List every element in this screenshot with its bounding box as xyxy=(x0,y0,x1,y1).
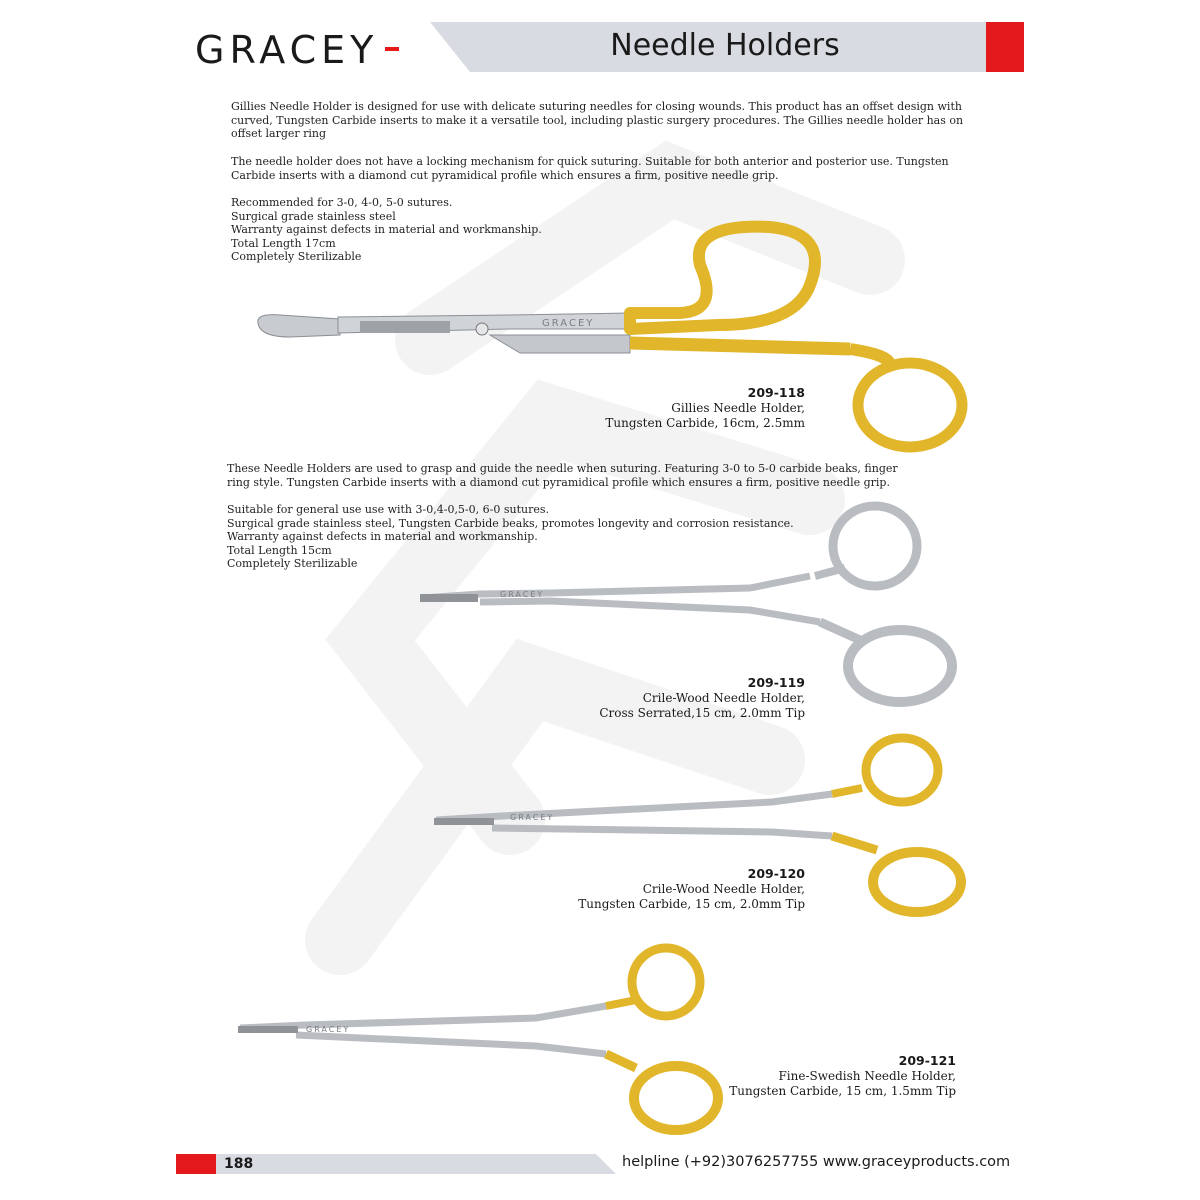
logo-text: GRACEY xyxy=(195,30,379,70)
gillies-description xyxy=(231,100,964,141)
instrument-209-121-image xyxy=(236,940,736,1136)
page-title: Needle Holders xyxy=(610,28,840,63)
footer-band xyxy=(216,1154,616,1174)
gillies-description-2 xyxy=(231,155,949,182)
footer-accent-block xyxy=(176,1154,216,1174)
text-line: Carbide inserts with a diamond cut pyramidical profile which ensures a firm, positive needle grip. xyxy=(231,168,779,182)
text-line: These Needle Holders are used to grasp and guide the needle when suturing. Featuring 3-0 to 5-0 carbide beaks, finger xyxy=(227,462,898,475)
text-line: The needle holder does not have a locking mechanism for quick suturing. Suitable for both anterior and posterior use. Tungsten xyxy=(231,155,949,168)
spec-line: Suitable for general use use with 3-0,4-0,5-0, 6-0 sutures. xyxy=(227,503,549,516)
text-line: curved, Tungsten Carbide inserts to make it a versatile tool, including plastic surgery procedures. The Gillies needle holder has on xyxy=(231,113,964,127)
spec-line: Completely Sterilizable xyxy=(231,250,362,264)
helpline-contact: helpline (+92)3076257755 www.graceyproducts.com xyxy=(622,1154,1011,1170)
spec-line: Warranty against defects in material and workmanship. xyxy=(227,530,538,544)
product-details: Cross Serrated,15 cm, 2.0mm Tip xyxy=(599,706,805,720)
product-code: 209-121 xyxy=(898,1053,956,1068)
product-name: Crile-Wood Needle Holder, xyxy=(642,690,805,705)
product-209-118 xyxy=(605,385,805,432)
product-code: 209-118 xyxy=(747,385,805,400)
product-details: Tungsten Carbide, 15 cm, 1.5mm Tip xyxy=(729,1084,956,1098)
text-line: offset larger ring xyxy=(231,127,327,141)
product-name: Fine-Swedish Needle Holder, xyxy=(778,1068,956,1083)
spec-line: Completely Sterilizable xyxy=(227,557,358,571)
product-code: 209-120 xyxy=(747,866,805,881)
logo-accent xyxy=(385,47,399,51)
crile-wood-description xyxy=(227,462,898,489)
product-name: Gillies Needle Holder, xyxy=(671,400,805,415)
instrument-engraving: GRACEY xyxy=(500,590,545,599)
instrument-engraving: GRACEY xyxy=(542,318,595,329)
spec-line: Surgical grade stainless steel xyxy=(231,209,396,223)
text-line: Gillies Needle Holder is designed for use with delicate suturing needles for closing wounds. This product has an offset design with xyxy=(231,100,962,113)
spec-line: Surgical grade stainless steel, Tungsten Carbide beaks, promotes longevity and corrosion resistance. xyxy=(227,516,794,530)
product-209-121 xyxy=(729,1053,956,1100)
product-code: 209-119 xyxy=(747,675,805,690)
spec-line: Warranty against defects in material and workmanship. xyxy=(231,223,542,237)
spec-line: Recommended for 3-0, 4-0, 5-0 sutures. xyxy=(231,196,453,209)
spec-line: Total Length 15cm xyxy=(227,543,332,557)
product-209-119 xyxy=(599,675,805,722)
product-details: Tungsten Carbide, 15 cm, 2.0mm Tip xyxy=(578,897,805,911)
instrument-engraving: GRACEY xyxy=(510,813,555,822)
text-line: ring style. Tungsten Carbide inserts with a diamond cut pyramidical profile which ensures a firm, positive needle grip. xyxy=(227,475,890,489)
product-details: Tungsten Carbide, 16cm, 2.5mm xyxy=(605,416,805,430)
product-209-120 xyxy=(578,866,805,913)
header-accent-block xyxy=(986,22,1024,72)
product-name: Crile-Wood Needle Holder, xyxy=(642,881,805,896)
page-number: 188 xyxy=(224,1156,254,1172)
gracey-logo xyxy=(195,30,435,70)
spec-line: Total Length 17cm xyxy=(231,236,336,250)
instrument-engraving: GRACEY xyxy=(306,1025,351,1034)
